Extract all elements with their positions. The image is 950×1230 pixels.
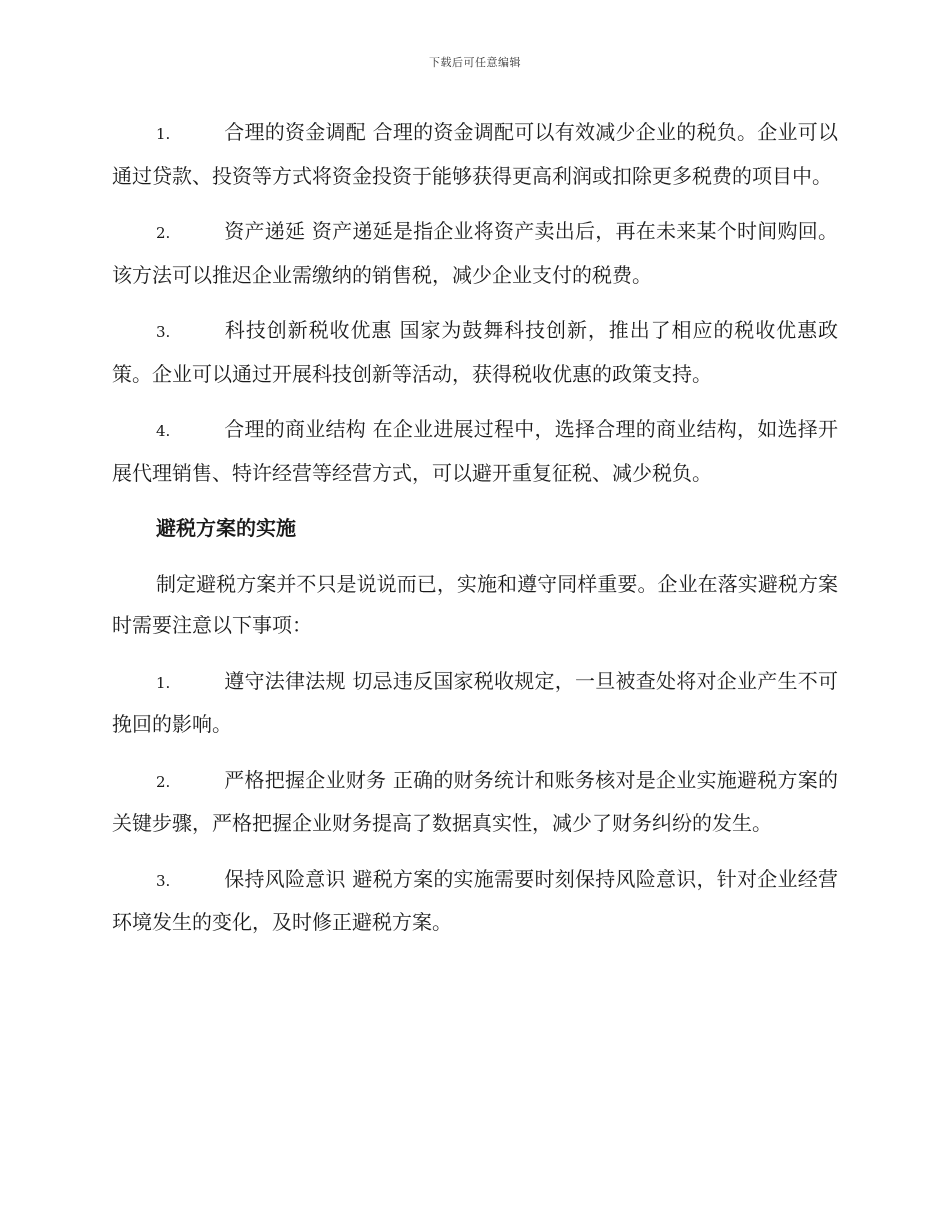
list-text: 科技创新税收优惠 国家为鼓舞科技创新，推出了相应的税收优惠政策。企业可以通过开展科技创新等活动，获得税收优惠的政策支持。 <box>112 318 838 386</box>
list-item <box>112 661 838 746</box>
list-number: 4. <box>156 422 171 440</box>
list-number: 1. <box>156 125 171 143</box>
list-number: 3. <box>156 871 171 890</box>
list-text: 遵守法律法规 切忌违反国家税收规定，一旦被查处将对企业产生不可挽回的影响。 <box>112 668 838 736</box>
document-body <box>112 112 838 958</box>
list-number: 2. <box>156 772 171 791</box>
list-item <box>112 211 838 296</box>
list-item <box>112 760 838 845</box>
section-heading: 避税方案的实施 <box>156 516 296 540</box>
list-number: 1. <box>156 673 171 692</box>
list-text: 资产递延 资产递延是指企业将资产卖出后，再在未来某个时间购回。该方法可以推迟企业需缴纳的销售税，减少企业支付的税费。 <box>112 219 838 287</box>
list-item <box>112 112 838 197</box>
list-number: 2. <box>156 224 171 242</box>
section-intro: 制定避税方案并不只是说说而已，实施和遵守同样重要。企业在落实避税方案时需要注意以下事项： <box>112 571 838 637</box>
list-text: 严格把握企业财务 正确的财务统计和账务核对是企业实施避税方案的关键步骤，严格把握企业财务提高了数据真实性，减少了财务纠纷的发生。 <box>112 767 838 835</box>
list-item <box>112 859 838 944</box>
list-item <box>112 310 838 395</box>
list-number: 3. <box>156 323 171 341</box>
list-text: 保持风险意识 避税方案的实施需要时刻保持风险意识，针对企业经营环境发生的变化，及时修正避税方案。 <box>112 866 838 934</box>
list-text: 合理的商业结构 在企业进展过程中，选择合理的商业结构，如选择开展代理销售、特许经营等经营方式，可以避开重复征税、减少税负。 <box>112 417 838 485</box>
page-header: 下载后可任意编辑 <box>429 56 521 69</box>
list-text: 合理的资金调配 合理的资金调配可以有效减少企业的税负。企业可以通过贷款、投资等方式将资金投资于能够获得更高利润或扣除更多税费的项目中。 <box>112 120 838 188</box>
list-item <box>112 409 838 494</box>
